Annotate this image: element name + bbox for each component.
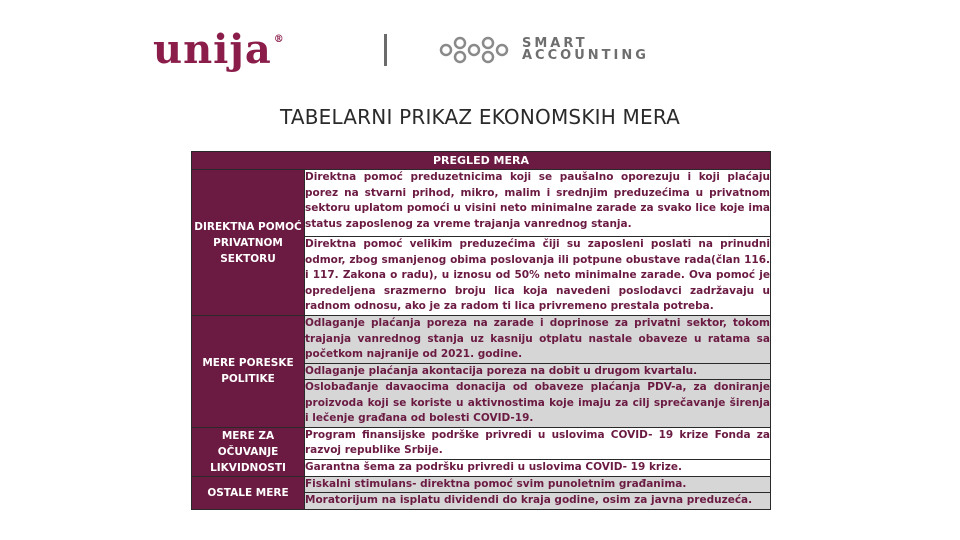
- smart-accounting-logo: [438, 36, 649, 64]
- measure-cell: Program finansijske podrške privredi u uslovima COVID- 19 krize Fonda za razvoj republike Srbije.: [305, 427, 771, 459]
- measure-cell: Direktna pomoć preduzetnicima koji se paušalno oporezuju i koji plaćaju porez na stvarni prihod, mikro, malim i srednjim preduzećima u privatnom sektoru uplatom pomoći u visini neto minimalne zarade za svako lice koje ima status zaposlenog za vreme trajanja vanrednog stanja.: [305, 170, 771, 237]
- accounting-word: ACCOUNTING: [522, 48, 649, 63]
- measure-cell: Moratorijum na isplatu dividendi do kraja godine, osim za javna preduzeća.: [305, 493, 771, 510]
- table-header: PREGLED MERA: [192, 152, 771, 170]
- smart-accounting-dots-icon: [438, 36, 514, 64]
- measure-cell: Garantna šema za podršku privredi u uslovima COVID- 19 krize.: [305, 459, 771, 476]
- category-cell: MERE PORESKE POLITIKE: [192, 316, 305, 428]
- measure-cell: Odlaganje plaćanja poreza na zarade i doprinose za privatni sektor, tokom trajanja vanrednog stanja uz kasniju otplatu nastale obaveze u ratama sa početkom najranije od 2021. godine.: [305, 316, 771, 364]
- measures-table: [191, 151, 771, 510]
- smart-word: SMART: [522, 36, 588, 51]
- measure-cell: Odlaganje plaćanja akontacija poreza na dobit u drugom kvartalu.: [305, 363, 771, 380]
- registered-mark: ®: [273, 34, 285, 45]
- smart-accounting-wordmark: [522, 38, 649, 62]
- measure-cell: Oslobađanje davaocima donacija od obaveze plaćanja PDV-a, za doniranje proizvoda koji se koriste u aktivnostima koje imaju za cilj sprečavanje širenja i lečenje građana od bolesti COVID-19.: [305, 380, 771, 428]
- measure-cell: Fiskalni stimulans- direktna pomoć svim punoletnim građanima.: [305, 476, 771, 493]
- page-title: TABELARNI PRIKAZ EKONOMSKIH MERA: [280, 105, 680, 129]
- table-row: [192, 316, 771, 364]
- measure-cell: Direktna pomoć velikim preduzećima čiji su zaposleni poslati na prinudni odmor, zbog smanjenog obima poslovanja ili potpune obustave rada(član 116. i 117. Zakona o radu), u iznosu od 50% neto minimalne zarade. Ova pomoć je opredeljena srazmerno broju lica koja navedeni poslodavci zadržavaju u radnom odnosu, ako je za radom ti lica privremeno prestala potreba.: [305, 237, 771, 316]
- table-row: [192, 170, 771, 237]
- table-row: [192, 476, 771, 493]
- category-cell: OSTALE MERE: [192, 476, 305, 509]
- category-cell: DIREKTNA POMOĆ PRIVATNOM SEKTORU: [192, 170, 305, 316]
- unija-logo: [153, 26, 285, 73]
- unija-logo-text: unija: [153, 26, 272, 73]
- table-row: [192, 427, 771, 459]
- table-header-row: [192, 152, 771, 170]
- logo-separator: [384, 34, 387, 66]
- category-cell: MERE ZA OČUVANJE LIKVIDNOSTI: [192, 427, 305, 476]
